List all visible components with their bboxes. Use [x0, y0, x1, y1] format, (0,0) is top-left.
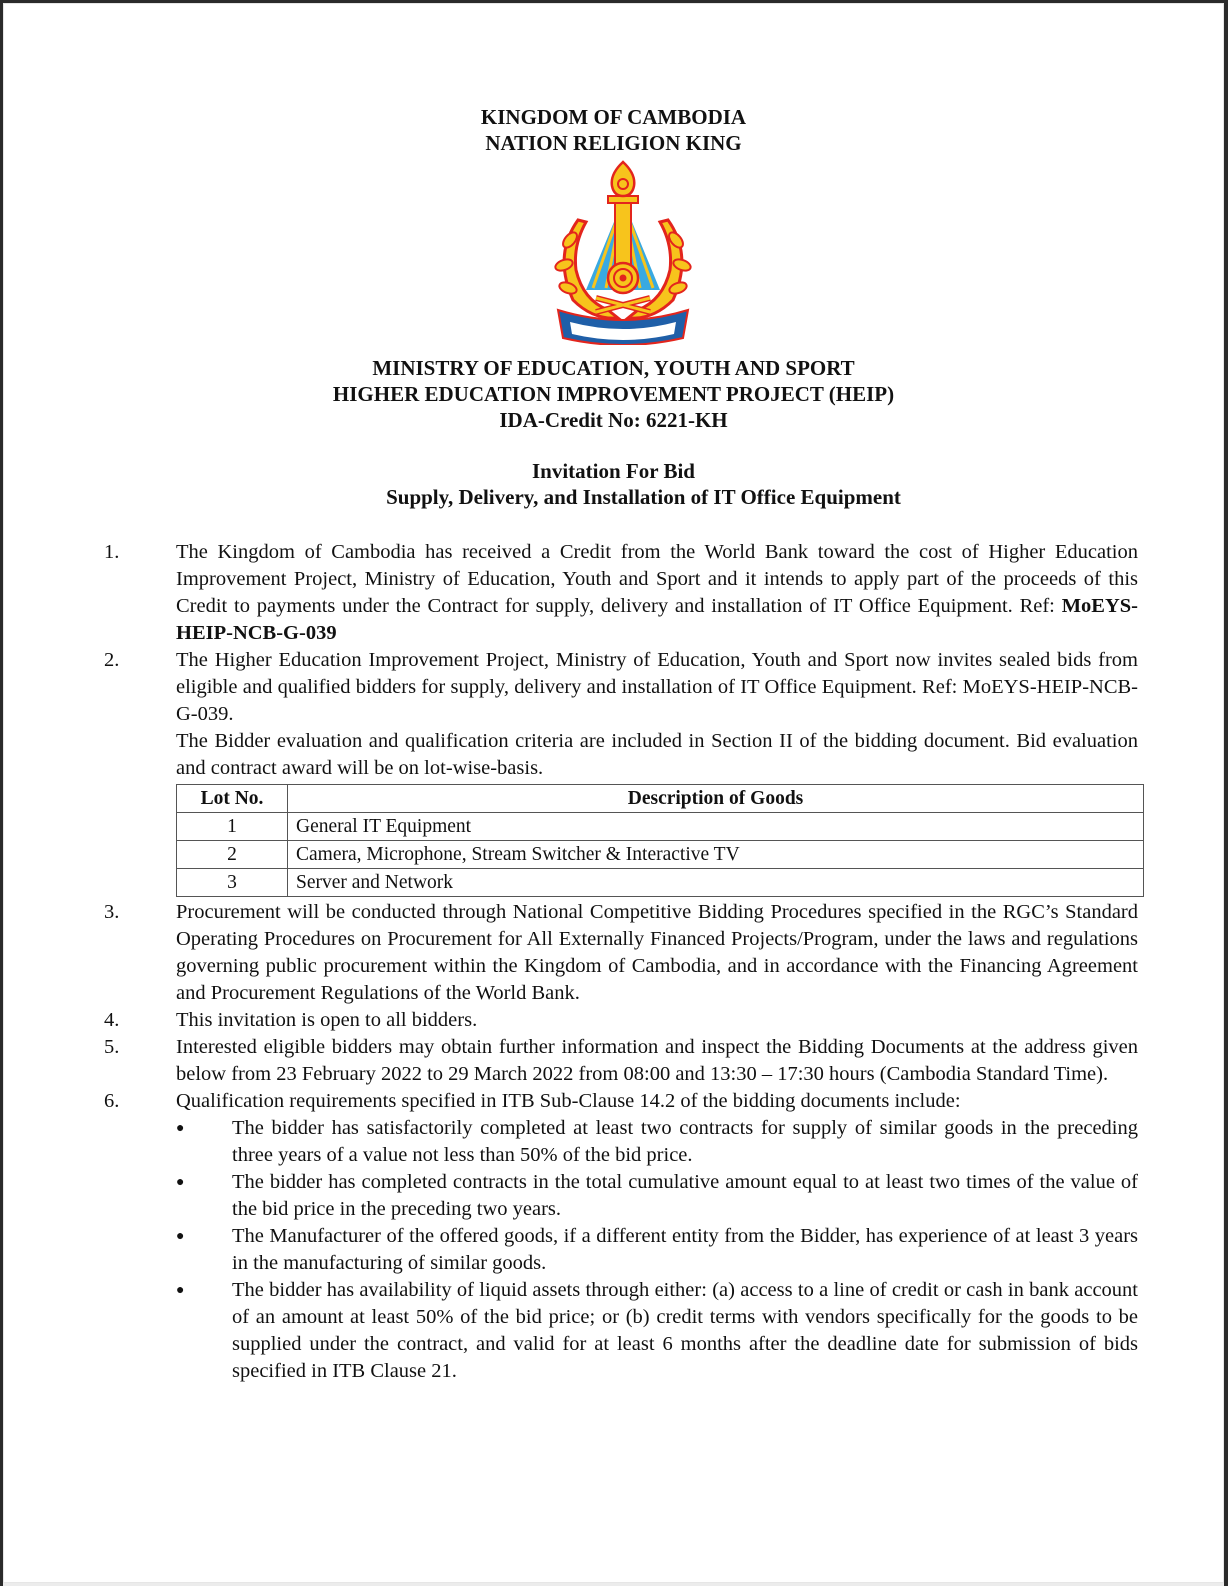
credit-number: IDA-Credit No: 6221-KH: [499, 408, 728, 432]
kingdom-title: KINGDOM OF CAMBODIA: [480, 105, 747, 129]
bullet-icon: ●: [176, 1121, 185, 1136]
column-header-description: Description of Goods: [288, 785, 1144, 813]
lot-description-cell: Camera, Microphone, Stream Switcher & Interactive TV: [288, 841, 1144, 869]
list-item: [3, 1115, 1224, 1169]
bullet-icon: ●: [176, 1283, 185, 1298]
qualification-requirements-list: [3, 1115, 1224, 1385]
clause-6: [3, 1088, 1224, 1115]
ministry-emblem-icon: [548, 160, 698, 345]
clause-text: The Kingdom of Cambodia has received a Credit from the World Bank toward the cost of Higher Education Improvement Project, Ministry of Education, Youth and Sport and it intends to apply part of the proceeds of this Credit to payments under the Contract for supply, delivery and installation of IT Office Equipment. Ref:: [176, 541, 1138, 617]
table-row: [177, 813, 1144, 841]
clause-1: [3, 539, 1224, 647]
list-item: [3, 1223, 1224, 1277]
clause-3: [3, 899, 1224, 1007]
table-row: [177, 869, 1144, 897]
list-item-text: The bidder has completed contracts in the total cumulative amount equal to at least two times of the value of the bid price in the preceding two years.: [232, 1171, 1138, 1220]
lot-number-cell: 1: [177, 813, 288, 841]
document-body: [3, 539, 1224, 1385]
lot-table: [176, 784, 1144, 897]
bullet-icon: ●: [176, 1229, 185, 1244]
clause-text: This invitation is open to all bidders.: [176, 1009, 478, 1031]
document-subtitle: Supply, Delivery, and Installation of IT Office Equipment: [386, 485, 901, 509]
clause-5: [3, 1034, 1224, 1088]
column-header-lot-no: Lot No.: [177, 785, 288, 813]
clause-number: 2.: [104, 649, 120, 671]
clause-number: 5.: [104, 1036, 120, 1058]
project-header: [3, 355, 1224, 433]
list-item-text: The bidder has satisfactorily completed at least two contracts for supply of similar goods in the preceding three years of a value not less than 50% of the bid price.: [232, 1117, 1138, 1166]
list-item-text: The Manufacturer of the offered goods, if a different entity from the Bidder, has experience of at least 3 years in the manufacturing of similar goods.: [232, 1225, 1138, 1274]
clause-number: 4.: [104, 1009, 120, 1031]
motto: NATION RELIGION KING: [485, 131, 742, 155]
lot-description-cell: General IT Equipment: [288, 813, 1144, 841]
clause-4: [3, 1007, 1224, 1034]
clause-2-evaluation-text: The Bidder evaluation and qualification criteria are included in Section II of the bidding document. Bid evaluation and contract award will be on lot-wise-basis.: [176, 730, 1138, 779]
clause-number: 3.: [104, 901, 120, 923]
lot-description-cell: Server and Network: [288, 869, 1144, 897]
lot-number-cell: 3: [177, 869, 288, 897]
kingdom-header: [3, 104, 1224, 156]
table-row: [177, 841, 1144, 869]
document-title-block: [3, 458, 1224, 510]
clause-number: 1.: [104, 541, 120, 563]
clause-2: [3, 647, 1224, 728]
ministry-name: MINISTRY OF EDUCATION, YOUTH AND SPORT: [372, 356, 855, 380]
bullet-icon: ●: [176, 1175, 185, 1190]
clause-text: Procurement will be conducted through National Competitive Bidding Procedures specified in the RGC’s Standard Operating Procedures on Procurement for All Externally Financed Projects/Program, under the laws and regulations governing public procurement within the Kingdom of Cambodia, and in accordance with the Financing Agreement and Procurement Regulations of the World Bank.: [176, 901, 1138, 1004]
list-item-text: The bidder has availability of liquid assets through either: (a) access to a line of credit or cash in bank account of an amount at least 50% of the bid price; or (b) credit terms with vendors specifically for the goods to be supplied under the contract, and valid for at least 6 months after the deadline date for submission of bids specified in ITB Clause 21.: [232, 1279, 1138, 1382]
list-item: [3, 1169, 1224, 1223]
clause-text: Interested eligible bidders may obtain further information and inspect the Bidding Documents at the address given below from 23 February 2022 to 29 March 2022 from 08:00 and 13:30 – 17:30 hours (Cambodia Standard Time).: [176, 1036, 1138, 1085]
list-item: [3, 1277, 1224, 1385]
lot-number-cell: 2: [177, 841, 288, 869]
document-title: Invitation For Bid: [532, 459, 695, 483]
table-header-row: [177, 785, 1144, 813]
reference-number: MoEYS-HEIP-NCB-G-039: [176, 595, 1138, 644]
document-page: [3, 3, 1224, 1583]
clause-number: 6.: [104, 1090, 120, 1112]
project-name: HIGHER EDUCATION IMPROVEMENT PROJECT (HEIP): [332, 382, 895, 406]
clause-text: The Higher Education Improvement Project, Ministry of Education, Youth and Sport now invites sealed bids from eligible and qualified bidders for supply, delivery and installation of IT Office Equipment. Ref: MoEYS-HEIP-NCB-G-039.: [176, 649, 1138, 725]
clause-text: Qualification requirements specified in ITB Sub-Clause 14.2 of the bidding documents include:: [176, 1090, 961, 1112]
